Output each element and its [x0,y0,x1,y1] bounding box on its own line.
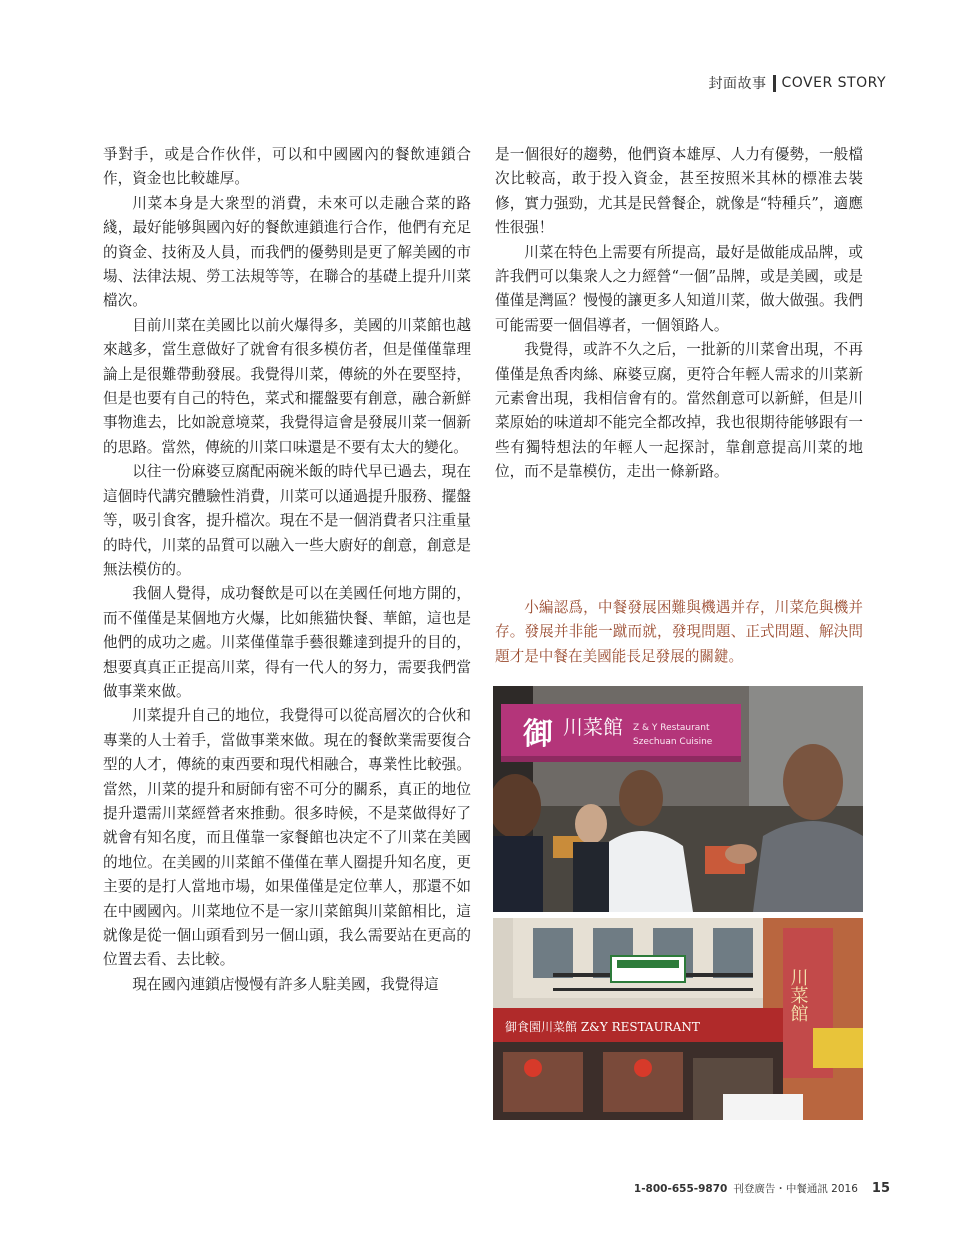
paragraph: 川菜本身是大衆型的消費，未來可以走融合菜的路綫，最好能够與國內好的餐飲連鎖進行合作，他們有充足的資金、技術及人員，而我們的優勢則是更了解美國的市場、法律法規、勞工法規等等，在聯合的基礎上提升川菜檔次。 [103,194,471,310]
paragraph: 現在國內連鎖店慢慢有許多人駐美國，我覺得這 [132,975,439,993]
paragraph: 目前川菜在美國比以前火爆得多，美國的川菜館也越來越多，當生意做好了就會有很多模仿者，但是僅僅靠理論上是很難帶動發展。我覺得川菜，傳統的外在要堅持，但是也要有自己的特色，菜式和擺盤要有創意，融合新鮮事物進去，比如說意境菜，我覺得這會是發展川菜一個新的思路。當然，傳統的川菜口味還是不要有太大的變化。 [103,316,471,456]
restaurant-visit-illustration [493,686,863,912]
restaurant-exterior-illustration [493,918,863,1120]
restaurant-visit-photo [493,686,863,912]
footer-label: 刊登廣告・中餐通訊 2016 [733,1183,858,1195]
paragraph: 川菜提升自己的地位，我覺得可以從高層次的合伙和專業的人士着手，當做事業來做。現在的餐飲業需要復合型的人才，傳統的東西要和現代相融合，專業性比較强。當然，川菜的提升和厨師有密不可分的關系，真正的地位提升還需川菜經營者來推動。很多時候，不是菜做得好了就會有知名度，而且僅靠一家餐館也决定不了川菜在美國的地位。在美國的川菜館不僅僅在華人圈提升知名度，更主要的是打人當地市場，如果僅僅是定位華人，那還不如在中國國內。川菜地位不是一家川菜館與川菜館相比，這就像是從一個山頭看到另一個山頭，我么需要站在更高的位置去看、去比較。 [103,707,471,969]
paragraph: 我覺得，或許不久之后，一批新的川菜會出現，不再僅僅是魚香肉絲、麻婆豆腐，更符合年輕人需求的川菜新元素會出現，我相信會有的。當然創意可以新鮮，但是川菜原始的味道却不能完全都改掉，我也很期待能够跟有一些有獨特想法的年輕人一起探討，靠創意提高川菜的地位，而不是靠模仿，走出一條新路。 [495,341,863,481]
sign-en: Z & Y Restaurant [633,723,710,733]
section-header [709,73,887,93]
sign-en2: Szechuan Cuisine [633,737,713,747]
left-column [103,143,471,997]
page-footer [634,1181,890,1196]
paragraph: 以往一份麻婆豆腐配兩碗米飯的時代早已過去，現在這個時代講究體驗性消費，川菜可以通過提升服務、擺盤等，吸引食客，提升檔次。現在不是一個消費者只注重量的時代，川菜的品質可以融入一些大廚好的創意，創意是無法模仿的。 [103,463,471,578]
paragraph: 我個人覺得，成功餐飲是可以在美國任何地方開的，而不僅僅是某個地方火爆，比如熊猫快餐、華館，這也是他們的成功之處。川菜僅僅靠手藝很難達到提升的目的，想要真真正正提高川菜，得有一代人的努力，需要我們當做事業來做。 [103,585,471,700]
vertical-sign: 川菜館 [787,968,809,1022]
restaurant-exterior-photo [493,918,863,1120]
right-column [495,143,863,485]
sign-main-char: 御 [523,717,553,752]
header-divider [773,75,776,92]
paragraph: 爭對手，或是合作伙伴，可以和中國國內的餐飲連鎖合作，資金也比較雄厚。 [103,146,471,188]
awning-text: 御食園川菜館 Z&Y RESTAURANT [505,1020,700,1034]
section-title-en: COVER STORY [781,75,886,91]
editor-note-text: 小編認爲，中餐發展困難與機遇并存，川菜危與機并存。發展并非能一蹴而就，發現問題、正式問題、解決問題才是中餐在美國能長足發展的關鍵。 [495,599,863,665]
section-title-cn: 封面故事 [708,76,767,92]
editor-note [495,596,863,669]
sign-text: 川菜館 [563,715,623,739]
paragraph: 川菜在特色上需要有所提高，最好是做能成品牌，或許我們可以集衆人之力經營“一個”品牌，或是美國，或是僅僅是灣區？慢慢的讓更多人知道川菜，做大做强。我們可能需要一個倡導者，一個領路人。 [495,243,863,334]
paragraph: 是一個很好的趨勢，他們資本雄厚、人力有優勢，一般檔次比較高，敢于投入資金，甚至按照米其林的標准去裝修，實力强勁，尤其是民營餐企，就像是“特種兵”，適應性很强！ [495,146,863,237]
footer-phone: 1-800-655-9870 [633,1183,728,1195]
page-number: 15 [871,1181,890,1196]
